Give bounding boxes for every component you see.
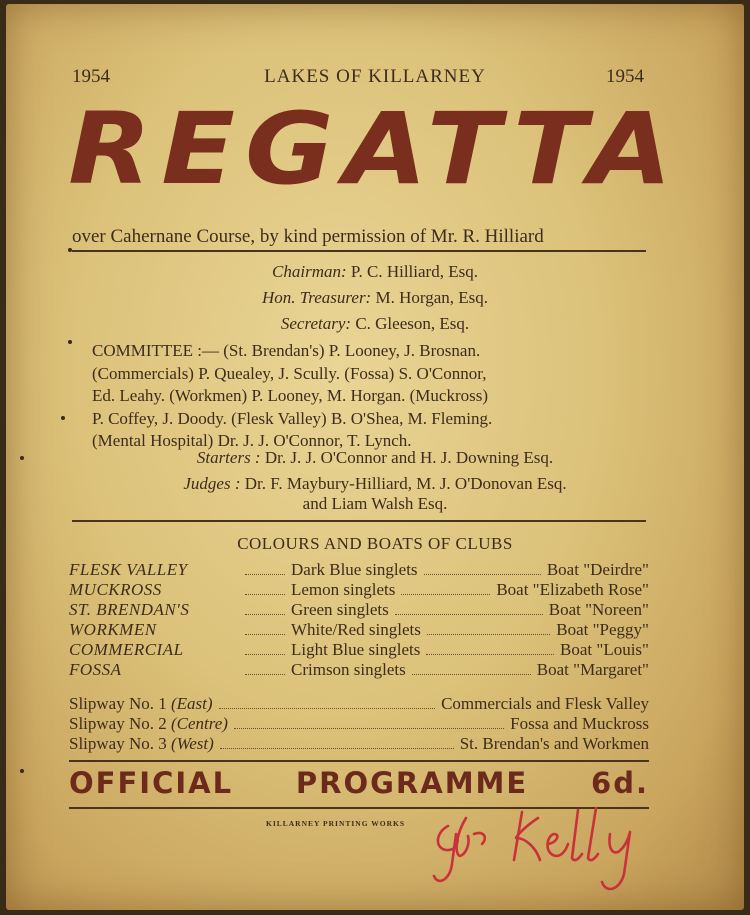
committee-block <box>92 340 652 453</box>
clubs-heading: COLOURS AND BOATS OF CLUBS <box>237 534 513 553</box>
slipway-row <box>69 734 649 754</box>
programme-page <box>6 4 744 910</box>
printer-imprint: KILLARNEY PRINTING WORKS <box>266 819 406 828</box>
divider <box>72 250 646 252</box>
starters-names: Dr. J. J. O'Connor and H. J. Downing Esq. <box>264 448 554 467</box>
club-row <box>69 560 649 580</box>
club-name: FOSSA <box>69 660 122 679</box>
treasurer-line <box>6 288 744 308</box>
divider <box>72 520 646 522</box>
treasurer-label: Hon. Treasurer: <box>261 288 372 307</box>
divider <box>69 760 649 762</box>
kelly-signature <box>426 804 656 899</box>
official-programme-banner <box>69 766 649 800</box>
club-boat: Boat "Noreen" <box>548 600 649 619</box>
masthead: LAKES OF KILLARNEY <box>264 66 486 87</box>
club-boat: Boat "Peggy" <box>556 620 649 639</box>
page-title: REGATTA <box>68 92 682 208</box>
committee-line: P. Coffey, J. Doody. (Flesk Valley) B. O'Shea, M. Fleming. <box>92 408 493 428</box>
committee-line: Ed. Leahy. (Workmen) P. Looney, M. Horgan. (Muckross) <box>92 386 489 405</box>
official-word: OFFICIAL <box>69 766 234 800</box>
price: 6d. <box>591 766 649 800</box>
club-colours: Dark Blue singlets <box>291 560 418 579</box>
club-boat: Boat "Margaret" <box>536 660 649 679</box>
club-colours: Light Blue singlets <box>291 640 421 659</box>
slipway-position: (East) <box>171 694 213 713</box>
club-row <box>69 620 649 640</box>
slipway-position: (West) <box>171 734 214 753</box>
judges-names: Dr. F. Maybury-Hilliard, M. J. O'Donovan Esq. <box>244 474 567 493</box>
club-colours: White/Red singlets <box>291 620 421 639</box>
secretary-name: C. Gleeson, Esq. <box>355 314 470 333</box>
judges-label: Judges : <box>183 474 241 493</box>
club-name: ST. BRENDAN'S <box>69 600 190 619</box>
club-row <box>69 640 649 660</box>
year-left: 1954 <box>72 66 110 87</box>
chairman-line <box>6 262 744 282</box>
committee-line: (Commercials) P. Quealey, J. Scully. (Fossa) S. O'Connor, <box>92 363 487 383</box>
course-line: over Cahernane Course, by kind permission of Mr. R. Hilliard <box>72 226 544 247</box>
slipway-label: Slipway No. 2 <box>69 714 167 733</box>
club-name: COMMERCIAL <box>69 640 184 659</box>
slipway-label: Slipway No. 3 <box>69 734 167 753</box>
slipway-label: Slipway No. 1 <box>69 694 167 713</box>
club-colours: Crimson singlets <box>291 660 406 679</box>
starters-line <box>6 448 744 468</box>
chairman-label: Chairman: <box>272 262 347 281</box>
slipway-clubs: Commercials and Flesk Valley <box>441 694 649 713</box>
judges-line <box>6 474 744 494</box>
club-name: MUCKROSS <box>69 580 162 599</box>
club-colours: Lemon singlets <box>291 580 396 599</box>
slipway-row <box>69 714 649 734</box>
chairman-name: P. C. Hilliard, Esq. <box>350 262 478 281</box>
club-colours: Green singlets <box>291 600 389 619</box>
slipway-clubs: St. Brendan's and Workmen <box>459 734 649 753</box>
club-boat: Boat "Louis" <box>560 640 649 659</box>
year-right: 1954 <box>606 66 644 87</box>
starters-label: Starters : <box>196 448 261 467</box>
club-row <box>69 660 649 680</box>
club-row <box>69 600 649 620</box>
club-name: FLESK VALLEY <box>69 560 188 579</box>
slipway-clubs: Fossa and Muckross <box>510 714 649 733</box>
treasurer-name: M. Horgan, Esq. <box>375 288 489 307</box>
club-boat: Boat "Deirdre" <box>546 560 649 579</box>
programme-word: PROGRAMME <box>295 766 529 800</box>
secretary-line <box>6 314 744 334</box>
slipway-row <box>69 694 649 714</box>
committee-line: (Mental Hospital) Dr. J. J. O'Connor, T. Lynch. <box>92 431 412 450</box>
committee-line: COMMITTEE :— (St. Brendan's) P. Looney, J. Brosnan. <box>92 341 481 360</box>
club-name: WORKMEN <box>69 620 157 639</box>
judges-line-2: and Liam Walsh Esq. <box>302 494 448 513</box>
club-row <box>69 580 649 600</box>
slipway-position: (Centre) <box>171 714 228 733</box>
secretary-label: Secretary: <box>280 314 352 333</box>
club-boat: Boat "Elizabeth Rose" <box>496 580 649 599</box>
